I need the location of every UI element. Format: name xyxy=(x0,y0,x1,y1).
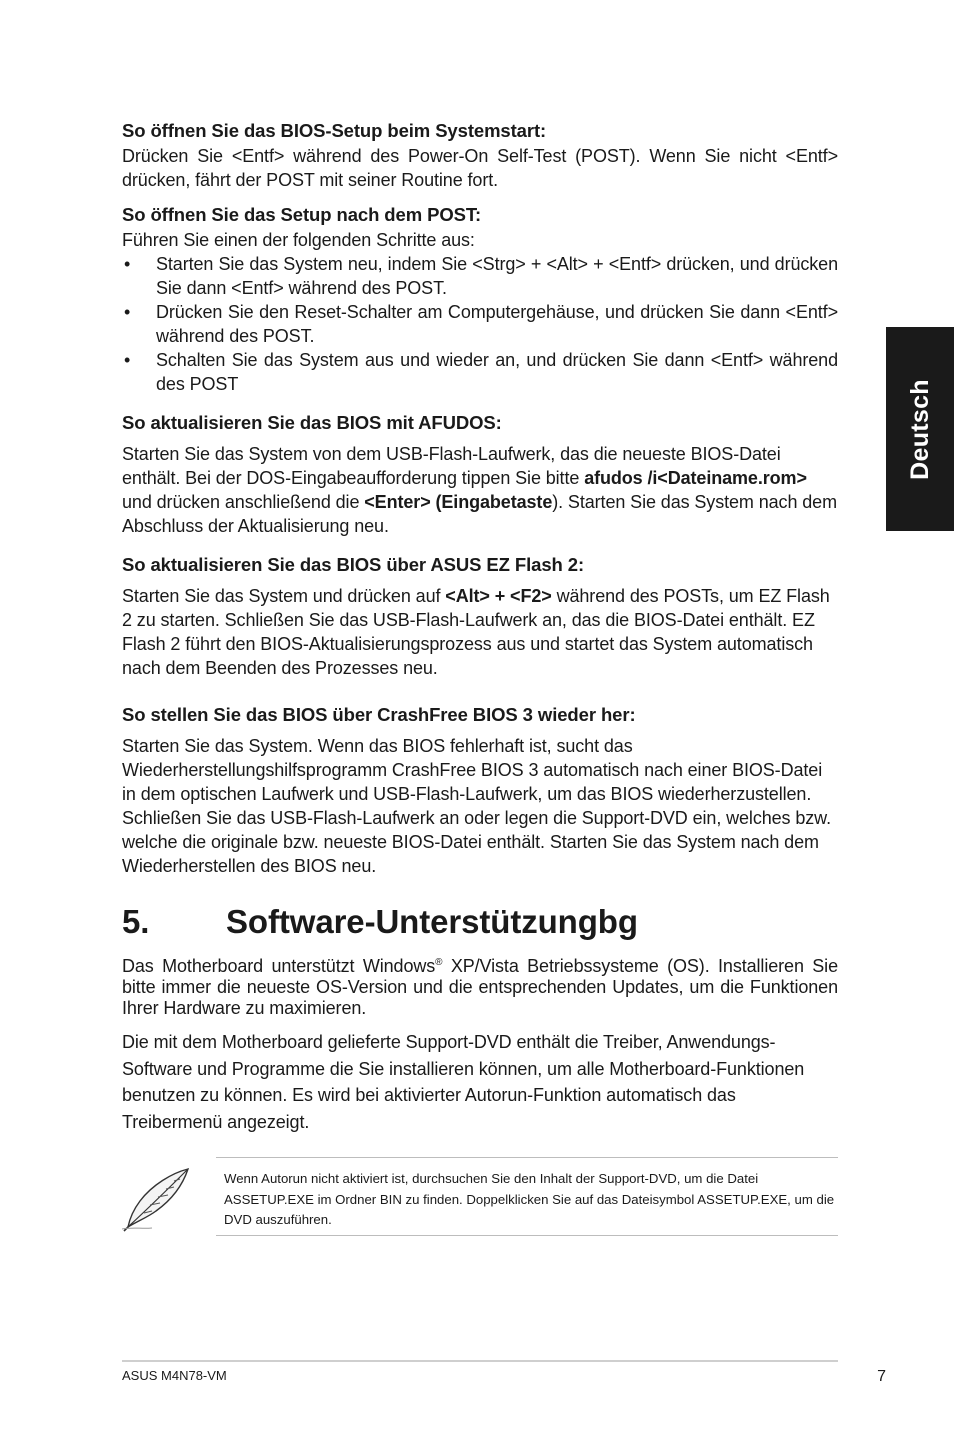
section-crashfree xyxy=(122,702,838,878)
footer-product: ASUS M4N78-VM xyxy=(122,1368,227,1383)
steps-list xyxy=(122,252,838,396)
language-tab-label: Deutsch xyxy=(905,378,934,480)
section-heading: So öffnen Sie das BIOS-Setup beim Systemstart: xyxy=(122,120,547,141)
section-bios-setup-start xyxy=(122,118,838,192)
section-afudos xyxy=(122,410,838,538)
section-intro: Führen Sie einen der folgenden Schritte aus: xyxy=(122,230,475,250)
list-item xyxy=(122,252,838,300)
list-item-text: Schalten Sie das System aus und wieder an, und drücken Sie dann <Entf> während des POST xyxy=(156,350,838,394)
section-ez-flash xyxy=(122,552,838,680)
note-box xyxy=(122,1157,838,1238)
list-item-text: Starten Sie das System neu, indem Sie <Strg> + <Alt> + <Entf> drücken, und drücken Sie dann <Entf> während des POST. xyxy=(156,254,838,298)
chapter-title xyxy=(122,902,838,942)
list-item xyxy=(122,348,838,396)
command-text: afudos /i<Dateiname.rom> xyxy=(584,468,807,488)
bullet: • xyxy=(124,254,131,274)
registered-mark: ® xyxy=(435,957,443,968)
chapter-number: 5. xyxy=(122,903,150,940)
quill-pen-icon xyxy=(122,1167,194,1233)
footer-divider xyxy=(122,1360,838,1362)
chapter-paragraph-1: Das Motherboard unterstützt Windows® XP/Vista Betriebssysteme (OS). Installieren Sie bitte immer die neueste OS-Version und die entsprechenden Updates, um die Funktionen Ihrer Hardware zu maximieren. xyxy=(122,956,838,1018)
bullet: • xyxy=(124,350,131,370)
section-heading: So stellen Sie das BIOS über CrashFree BIOS 3 wieder her: xyxy=(122,704,636,725)
page-content xyxy=(122,118,838,1135)
section-text: Drücken Sie <Entf> während des Power-On Self-Test (POST). Wenn Sie nicht <Entf> drücken, fährt der POST mit seiner Routine fort. xyxy=(122,146,838,190)
section-setup-after-post xyxy=(122,202,838,396)
section-text: Starten Sie das System von dem USB-Flash-Laufwerk, das die neueste BIOS-Datei enthält. Bei der DOS-Eingabeaufforderung tippen Sie bitte afudos /i<Dateiname.rom> und drücken anschließend die <Enter> (Eingabetaste). Starten Sie das System nach dem Abschluss der Aktualisierung neu. xyxy=(122,444,837,536)
section-heading: So öffnen Sie das Setup nach dem POST: xyxy=(122,204,482,225)
chapter-title-text: Software-Unterstützungbg xyxy=(226,903,638,940)
page-number: 7 xyxy=(877,1368,886,1385)
list-item xyxy=(122,300,838,348)
section-heading: So aktualisieren Sie das BIOS über ASUS EZ Flash 2: xyxy=(122,554,584,575)
list-item-text: Drücken Sie den Reset-Schalter am Computergehäuse, und drücken Sie dann <Entf> während des POST. xyxy=(156,302,838,346)
section-text: Starten Sie das System und drücken auf <Alt> + <F2> während des POSTs, um EZ Flash 2 zu starten. Schließen Sie das USB-Flash-Laufwerk an, das die BIOS-Datei enthält. EZ Flash 2 führt den BIOS-Aktualisierungsprozess aus und startet das System automatisch nach dem Beenden des Prozesses neu. xyxy=(122,586,830,678)
language-tab xyxy=(886,327,954,531)
section-heading: So aktualisieren Sie das BIOS mit AFUDOS: xyxy=(122,412,502,433)
note-text: Wenn Autorun nicht aktiviert ist, durchsuchen Sie den Inhalt der Support-DVD, um die Datei ASSETUP.EXE im Ordner BIN zu finden. Doppelklicken Sie auf das Dateisymbol ASSETUP.EXE, um die DVD auszuführen. xyxy=(216,1157,838,1236)
key-text: <Alt> + <F2> xyxy=(445,586,552,606)
section-text: Starten Sie das System. Wenn das BIOS fehlerhaft ist, sucht das Wiederherstellungshilfsprogramm CrashFree BIOS 3 automatisch nach einer BIOS-Datei in dem optischen Laufwerk und USB-Flash-Laufwerk, um das BIOS wiederherzustellen. Schließen Sie das USB-Flash-Laufwerk an oder legen die Support-DVD ein, welches bzw. welche die originale bzw. neueste BIOS-Datei enthält. Starten Sie das System nach dem Wiederherstellen des BIOS neu. xyxy=(122,736,831,876)
key-text: <Enter> (Eingabetaste xyxy=(364,492,553,512)
chapter-paragraph-2: Die mit dem Motherboard gelieferte Support-DVD enthält die Treiber, Anwendungs-Software und Programme die Sie installieren können, um alle Motherboard-Funktionen benutzen zu können. Es wird bei aktivierter Autorun-Funktion automatisch das Treibermenü angezeigt. xyxy=(122,1032,805,1132)
bullet: • xyxy=(124,302,131,322)
